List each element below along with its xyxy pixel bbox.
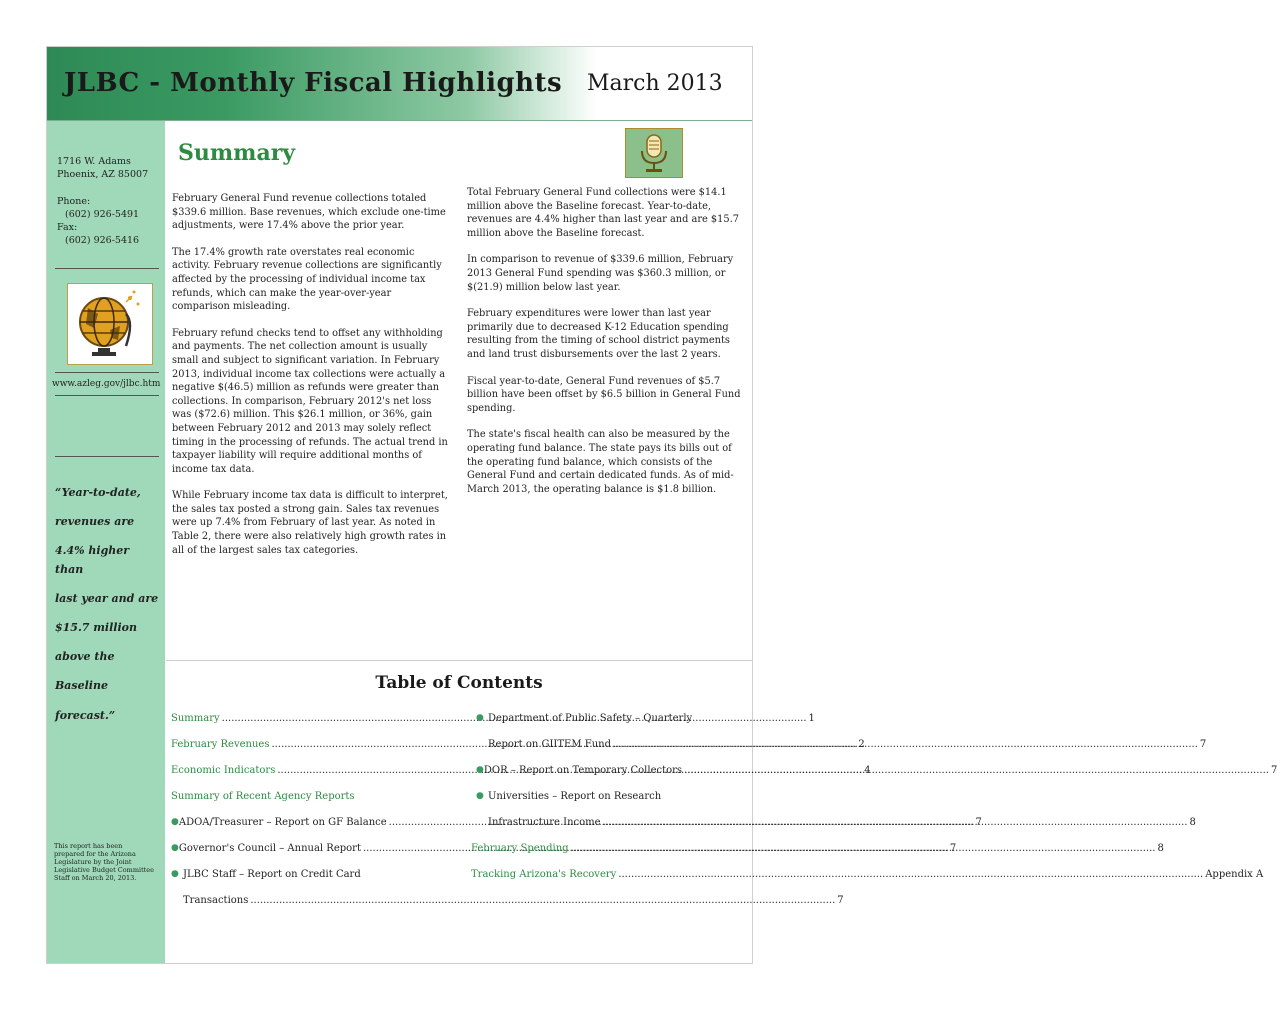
quote-line: revenues are (55, 515, 135, 529)
toc-entry-label[interactable]: Economic Indicators (171, 765, 276, 776)
toc-leader (684, 764, 1269, 777)
quote-line: last year and are (55, 591, 159, 605)
website-url[interactable]: www.azleg.gov/jlbc.htm (52, 379, 161, 389)
fax-label: Fax: (57, 222, 78, 233)
toc-entry-label[interactable]: Report on GIITEM Fund (488, 739, 611, 750)
bullet-icon: ● (476, 765, 484, 775)
toc-heading: Table of Contents (375, 673, 543, 693)
quote-line: “Year-to-date, (55, 486, 141, 499)
newsletter-title: JLBC - Monthly Fiscal Highlights (64, 68, 563, 98)
bullet-icon: ● (476, 713, 484, 723)
toc-entry-label[interactable]: Summary (171, 713, 220, 724)
toc-leader (603, 816, 1188, 829)
summary-paragraph: In comparison to revenue of $339.6 million, February 2013 General Fund spending was $360.3 million, or $(21.9) million below last year. (467, 254, 734, 293)
summary-paragraph: Fiscal year-to-date, General Fund revenues of $5.7 billion have been offset by $6.5 billion in General Fund spending. (467, 375, 741, 414)
summary-heading: Summary (178, 140, 296, 166)
quote-line: Baseline (55, 679, 108, 693)
toc-entry-universities[interactable] (476, 790, 746, 803)
toc-page-number: 8 (1189, 817, 1196, 828)
toc-entry-label[interactable]: DOR – Report on Temporary Collectors (483, 765, 683, 776)
toc-leader (618, 868, 1203, 881)
toc-page-number: 4 (864, 765, 871, 776)
quote-line: $15.7 million (55, 621, 137, 635)
toc-entry-label[interactable]: JLBC Staff – Report on Credit Card (183, 869, 361, 880)
toc-entry-february-spending[interactable] (471, 842, 1164, 855)
toc-entry-label[interactable]: February Spending (471, 843, 569, 854)
toc-entry-dor[interactable] (476, 764, 1277, 777)
sidebar-divider (55, 268, 159, 269)
toc-page-number: 1 (808, 713, 815, 724)
summary-paragraph: The state's fiscal health can also be measured by the operating fund balance. The state pays its bills out of the operating fund balance, which consists of the General Fund and certain dedicated funds. As of mid-March 2013, the operating balance is $1.8 billion. (467, 429, 734, 495)
toc-entry-jlbc-staff-continued[interactable] (171, 894, 844, 907)
toc-entry-jlbc-staff[interactable] (171, 868, 443, 881)
toc-entry-label[interactable]: ADOA/Treasurer – Report on GF Balance (178, 817, 387, 828)
toc-page-number: Appendix A (1205, 869, 1264, 880)
phone-number: (602) 926-5491 (65, 209, 140, 220)
toc-entry-label[interactable]: Governor's Council – Annual Report (178, 843, 361, 854)
phone-label: Phone: (57, 196, 91, 207)
summary-paragraph: The 17.4% growth rate overstates real economic activity. February revenue collections are significantly affected by the processing of individual income tax refunds, which can make the year-over-year comparison misleading. (172, 246, 442, 313)
summary-paragraph: February refund checks tend to offset any withholding and payments. The net collection amount is usually small and subject to significant variation. In February 2013, individual income tax collections were actually a negative $(46.5) million as refunds were greater than collections. In comparison, February 2012's net loss was ($72.6) million. This $26.1 million, or 36%, gain between February 2012 and 2013 may solely reflect timing in the processing of refunds. The actual trend in taxpayer liability will require additional months of income tax data. (172, 327, 448, 475)
bullet-icon: ● (171, 869, 179, 879)
toc-entry-label[interactable]: Transactions (183, 895, 249, 906)
toc-entry-label[interactable]: Universities – Report on Research (488, 791, 662, 802)
report-credit: This report has been prepared for the Arizona Legislature by the Joint Legislative Budget Committee Staff on March 20, 2013. (54, 842, 154, 882)
fax-number: (602) 926-5416 (65, 235, 140, 246)
bullet-icon: ● (171, 843, 179, 853)
toc-page-number: 7 (1270, 765, 1277, 776)
globe-logo (67, 283, 153, 365)
toc-leader (250, 894, 835, 907)
toc-page-number: 7 (975, 817, 982, 828)
toc-leader (571, 842, 1156, 855)
address-line1: 1716 W. Adams (57, 156, 131, 167)
summary-paragraph: February expenditures were lower than last year primarily due to decreased K-12 Education spending resulting from the timing of school district payments and land trust disbursements over the last 2 years. (467, 308, 730, 360)
summary-paragraph: February General Fund revenue collections totaled $339.6 million. Base revenues, which exclude one-time adjustments, were 17.4% above the prior year. (172, 193, 446, 232)
toc-divider (166, 660, 752, 661)
toc-entry-label[interactable]: February Revenues (171, 739, 270, 750)
toc-entry-tracking-recovery[interactable] (471, 868, 1264, 881)
toc-entry-label[interactable]: Summary of Recent Agency Reports (171, 791, 355, 802)
contact-info (57, 155, 162, 247)
toc-column-right (471, 712, 1277, 881)
issue-date: March 2013 (587, 71, 723, 96)
toc-page-number: 7 (1199, 739, 1207, 750)
bullet-icon: ● (171, 817, 179, 827)
summary-column-left (172, 192, 452, 570)
sidebar-divider (55, 456, 159, 457)
toc-entry-label[interactable]: Department of Public Safety – Quarterly (488, 713, 693, 724)
quote-line: forecast.” (55, 708, 116, 722)
bullet-icon: ● (476, 791, 484, 801)
pull-quote (55, 484, 160, 736)
sidebar-divider (55, 395, 159, 396)
toc-entry-label[interactable]: Infrastructure Income (488, 817, 601, 828)
toc-entry-recent-agency-reports[interactable] (171, 790, 443, 803)
globe-icon (68, 284, 152, 364)
sidebar-divider (55, 372, 159, 373)
toc-page-number: 7 (837, 895, 844, 906)
quote-line: above the (55, 650, 115, 664)
summary-paragraph: Total February General Fund collections were $14.1 million above the Baseline forecast. Year-to-date, revenues are 4.4% higher than last year and are $15.7 million above the Baseline forecast. (467, 187, 739, 239)
toc-page-number: 7 (949, 843, 957, 854)
summary-column-right (467, 186, 747, 509)
summary-paragraph: While February income tax data is difficult to interpret, the sales tax posted a strong gain. Sales tax revenues were up 7.4% from February of last year. As noted in Table 2, there were also relatively high growth rates in all of the largest sales tax categories. (172, 490, 448, 556)
toc-page-number: 2 (858, 739, 865, 750)
toc-entry-dps[interactable] (476, 712, 746, 725)
quote-line: 4.4% higher than (55, 544, 130, 576)
toc-page-number: 8 (1157, 843, 1164, 854)
microphone-image (625, 128, 683, 178)
toc-entry-dps-continued[interactable] (476, 738, 1207, 751)
toc-entry-universities-continued[interactable] (476, 816, 1196, 829)
toc-entry-label[interactable]: Tracking Arizona's Recovery (471, 869, 617, 880)
address-line2: Phoenix, AZ 85007 (57, 169, 149, 180)
microphone-icon (626, 129, 682, 177)
toc-leader (613, 738, 1198, 751)
